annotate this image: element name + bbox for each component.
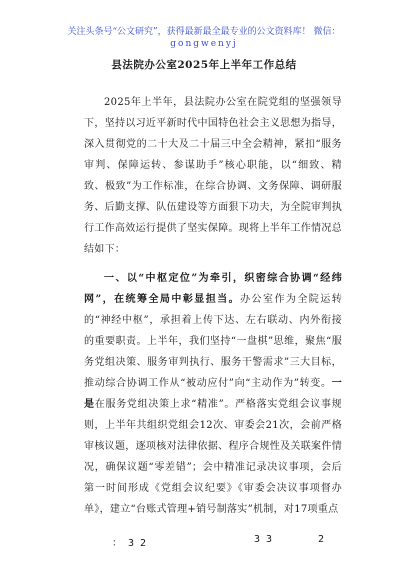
banner-line-1: 关注头条号“公文研究”，获得最新最全最专业的公文资料库！ 微信： (67, 27, 341, 37)
section-1-sub-text: 在服务党组决策上求“精准”。严格落实党组会议事规则，上半年共组织党组会12次、审委会21次，会前严格审核议题，逐项核对法律依据、程序合规性及关联案件情况，确保议题“零差错”；会中精准记录决议事项，会后第一时间形成《党组会议纪要》《审委会决议事项督办单》，建立“台账式管理+销号制落实”机制，对17项重点 (84, 399, 342, 515)
banner-line-2: gongwenyj (170, 39, 238, 49)
document-title: 县法院办公室2025年上半年工作总结 (111, 59, 297, 71)
section-1-sub-lead: 一是 (84, 378, 342, 410)
footer-left: ：32 (112, 538, 153, 549)
section-1-heading: 一、以“中枢定位”为牵引，织密综合协调“经纬网”，在统筹全局中彰显担当。 (84, 273, 342, 305)
watermark-banner (0, 26, 408, 50)
intro-paragraph: 2025年上半年，县法院办公室在院党组的坚强领导下，坚持以习近平新时代中国特色社会主义思想为指导，深入贯彻党的二十大及二十届三中全会精神，紧扣“服务审判、保障运转、参谋助手”核心职能，以“细致、精致、极致”为工作标准，在综合协调、文务保障、调研服务、后勤支撑、队伍建设等方面狠下功夫，为全院审判执行工作高效运行提供了坚实保障。现将上半年工作情况总结如下： (84, 97, 342, 255)
footer-right: 2 (318, 534, 331, 545)
document-body (84, 92, 342, 520)
footer-middle: 33 (254, 534, 279, 545)
page-footer (0, 534, 408, 548)
section-1-paragraph (84, 268, 342, 520)
section-1-text: 办公室作为全院运转的“神经中枢”，承担着上传下达、左右联动、内外衔接的重要职责。上半年，我们坚持“一盘棋”思维，聚焦“服务党组决策、服务审判执行、服务干警需求”三大目标，推动综合协调工作从“被动应付”向“主动作为”转变。 (84, 294, 343, 389)
